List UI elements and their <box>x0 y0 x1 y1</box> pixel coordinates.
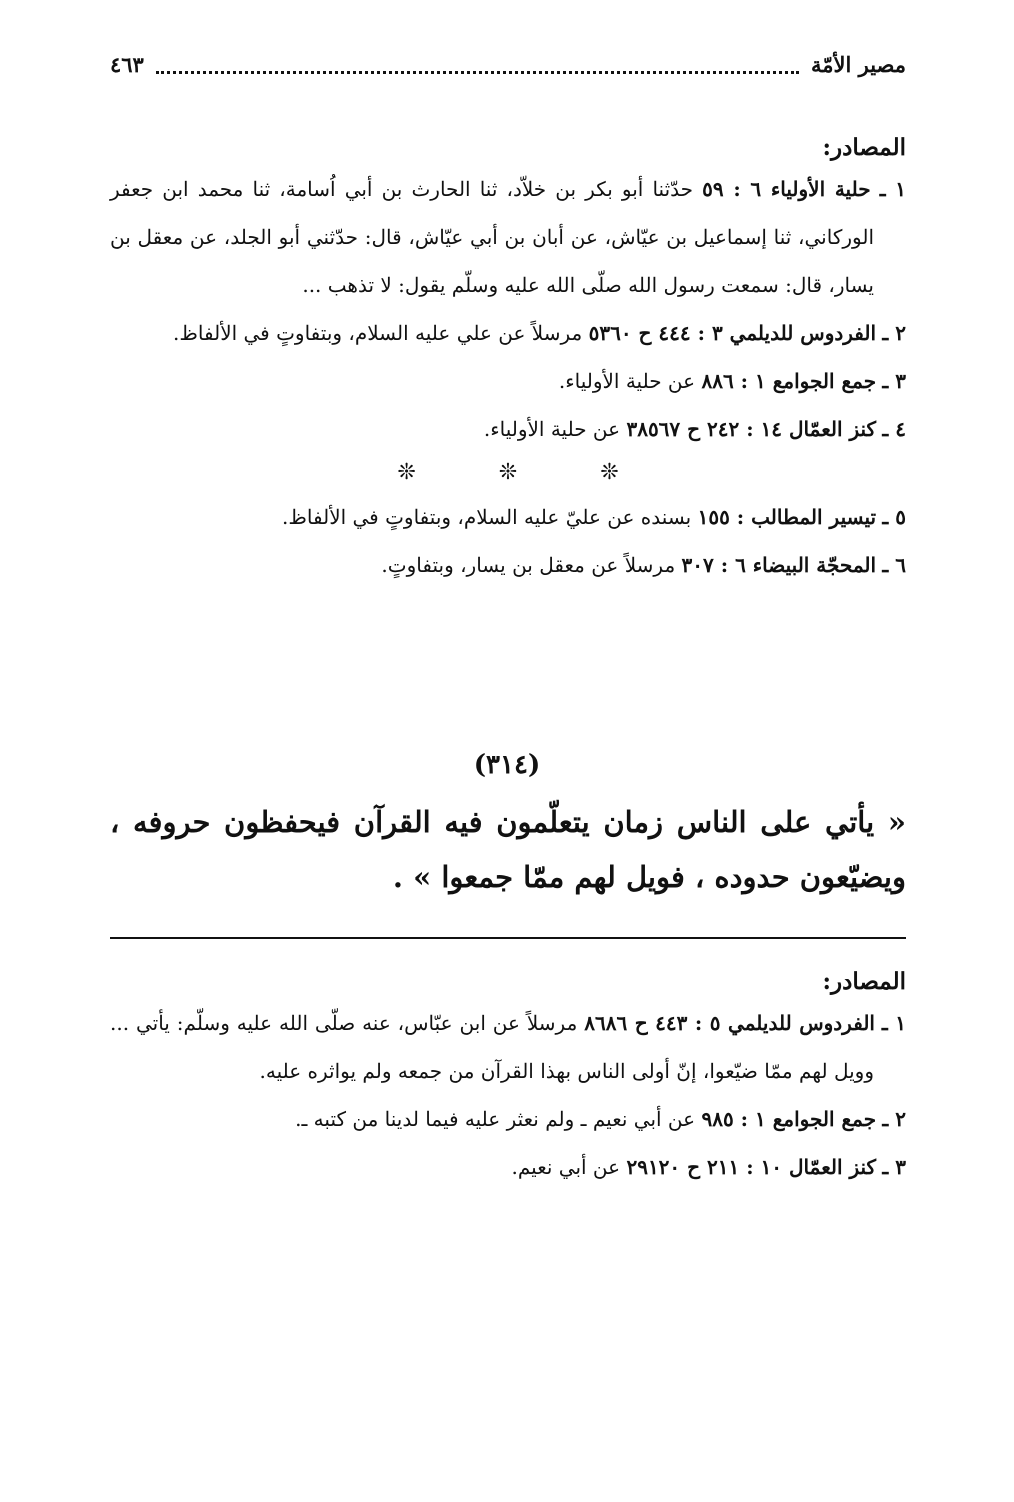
source-text: مرسلاً عن ابن عبّاس، عنه صلّى الله عليه وسلّم: يأتي ... وويل لهم ممّا ضيّعوا، إنّ أولى الناس بهذا القرآن من جمعه ولم يواثره عليه. <box>110 1011 874 1083</box>
source-item <box>110 541 906 589</box>
source-book: المحجّة البيضاء ٦ : ٣٠٧ <box>681 553 877 577</box>
dot-leaders <box>156 71 799 74</box>
source-book: كنز العمّال ١٠ : ٢١١ ح ٢٩١٢٠ <box>626 1155 877 1179</box>
source-item <box>110 405 906 453</box>
source-number: ٣ ـ <box>882 1155 906 1179</box>
running-title: مصير الأمّة <box>810 51 906 77</box>
source-text: حدّثنا أبو بكر بن خلاّد، ثنا الحارث بن أبي اُسامة، ثنا محمد ابن جعفر الوركاني، ثنا إسماعيل بن عيّاش، عن أبان بن أبي عيّاش، قال: حدّثني أبو الجلد، عن معقل بن يسار، قال: سمعت رسول الله صلّى الله عليه وسلّم يقول: لا تذهب ... <box>110 177 874 297</box>
source-text: مرسلاً عن معقل بن يسار، وبتفاوتٍ. <box>381 553 676 577</box>
source-text: بسنده عن عليّ عليه السلام، وبتفاوتٍ في الألفاظ. <box>282 505 692 529</box>
source-number: ٤ ـ <box>882 417 906 441</box>
hadith-number: (٣١٤) <box>473 750 541 780</box>
source-number: ٢ ـ <box>882 321 906 345</box>
source-book: الفردوس للديلمي ٣ : ٤٤٤ ح ٥٣٦٠ <box>588 321 877 345</box>
source-book: تيسير المطالب : ١٥٥ <box>697 505 877 529</box>
source-number: ٥ ـ <box>882 505 906 529</box>
footnote-divider <box>110 937 906 939</box>
source-item <box>110 1143 906 1191</box>
page-number: ٤٦٣ <box>110 51 144 77</box>
source-book: جمع الجوامع ١ : ٨٨٦ <box>701 369 877 393</box>
source-text: مرسلاً عن علي عليه السلام، وبتفاوتٍ في الألفاظ. <box>173 321 583 345</box>
source-text: عن حلية الأولياء. <box>483 417 621 441</box>
source-number: ٢ ـ <box>882 1107 906 1131</box>
source-item <box>110 1095 906 1143</box>
source-number: ٦ ـ <box>882 553 906 577</box>
source-item <box>110 493 906 541</box>
hadith-text: « يأتي على الناس زمان يتعلّمون فيه القرآن فيحفظون حروفه ، ويضيّعون حدوده ، فويل لهم ممّا جمعوا » . <box>110 805 906 894</box>
source-item <box>110 165 906 309</box>
source-text: عن حلية الأولياء. <box>558 369 696 393</box>
source-item <box>110 357 906 405</box>
running-header <box>110 44 906 84</box>
source-item <box>110 999 906 1095</box>
source-book: كنز العمّال ١٤ : ٢٤٢ ح ٣٨٥٦٧ <box>626 417 877 441</box>
source-item <box>110 309 906 357</box>
source-text: عن أبي نعيم. <box>511 1155 621 1179</box>
sources-section-1 <box>110 134 906 589</box>
sources-heading: المصادر: <box>822 134 906 161</box>
section-separator-stars: ❊ ❊ ❊ <box>397 460 657 485</box>
source-book: الفردوس للديلمي ٥ : ٤٤٣ ح ٨٦٨٦ <box>584 1011 875 1035</box>
source-number: ٣ ـ <box>882 369 906 393</box>
source-text: عن أبي نعيم ـ ولم نعثر عليه فيما لدينا من كتبه ـ. <box>295 1107 696 1131</box>
source-book: حلية الأولياء ٦ : ٥٩ <box>702 177 871 201</box>
source-number: ١ ـ <box>879 177 907 201</box>
source-number: ١ ـ <box>881 1011 907 1035</box>
source-book: جمع الجوامع ١ : ٩٨٥ <box>701 1107 877 1131</box>
sources-heading: المصادر: <box>822 968 906 995</box>
sources-section-2 <box>110 968 906 1191</box>
